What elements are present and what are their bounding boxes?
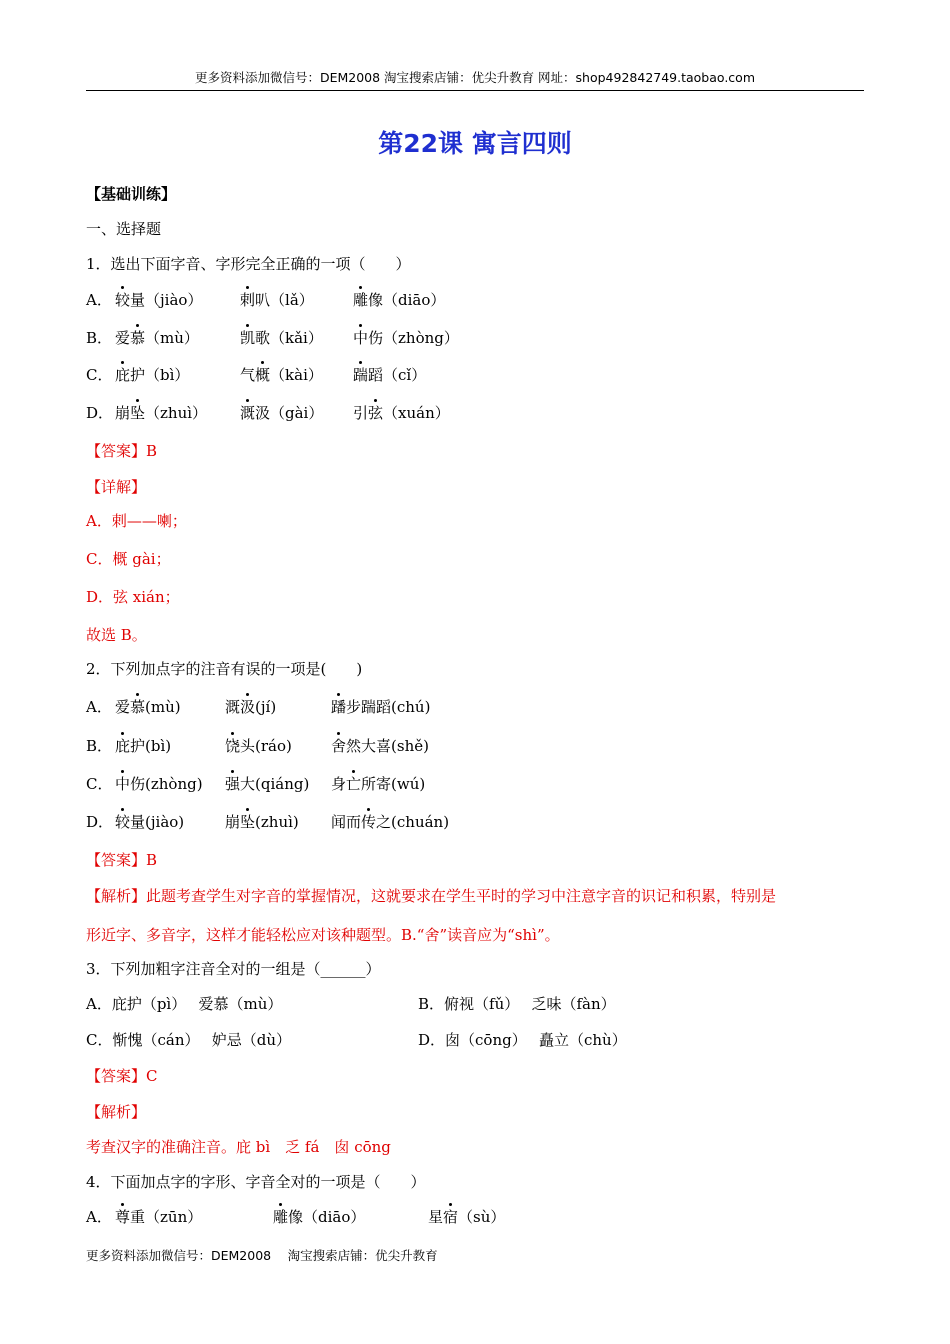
option-label: B． [86,737,113,755]
option-term: 尊重（zūn） [115,1208,203,1226]
emphasis-dot-char: 概 [255,366,271,384]
question-2-option-d [86,811,686,833]
question-3-analysis-label: 【解析】 [86,1103,147,1121]
question-1-option-a [86,289,686,311]
page-title: 第22课 寓言四则 [378,129,572,158]
emphasis-dot-char: 尊 [115,1208,131,1226]
option-label: D． [86,404,114,422]
emphasis-dot-char: 雕 [273,1208,289,1226]
emphasis-dot-char: 饶 [225,737,241,755]
emphasis-dot-char: 强 [225,775,241,793]
option-label: A． [86,1208,112,1226]
option-term: 气概（kài） [240,366,323,384]
question-1-conclusion: 故选 B。 [86,626,147,644]
question-4-stem: 4．下面加点字的字形、字音全对的一项是（ ） [86,1173,426,1191]
emphasis-dot-char: 汲 [240,698,256,716]
option-term: 崩坠（zhuì） [115,404,208,422]
option-term: 剌叭（lǎ） [240,291,314,309]
emphasis-dot-char: 坠 [130,404,146,422]
question-1-option-c [86,364,686,386]
option-term: 饶头(ráo) [225,737,292,755]
question-1-option-b [86,327,686,349]
emphasis-dot-char: 中 [115,775,131,793]
emphasis-dot-char: 踹 [353,366,369,384]
question-3-option-a: A．庇护（pì） 爱慕（mù） [86,995,283,1013]
option-term: 中伤（zhòng） [353,329,459,347]
option-term: 踹蹈（cǐ） [353,366,427,384]
question-1-detail-c: C．概 gài； [86,550,171,568]
option-term: 强大(qiáng) [225,775,310,793]
option-term: 雕像（diāo） [273,1208,366,1226]
option-term: 中伤(zhòng) [115,775,203,793]
question-1-stem: 1．选出下面字音、字形完全正确的一项（ ） [86,255,411,273]
question-2-option-b [86,735,686,757]
option-term: 引弦（xuán） [353,404,450,422]
option-label: C． [86,366,113,384]
emphasis-dot-char: 雕 [353,291,369,309]
emphasis-dot-char: 舍 [331,737,347,755]
option-label: A． [86,698,112,716]
option-label: D． [86,813,114,831]
option-term: 爱慕(mù) [115,698,181,716]
emphasis-dot-char: 弦 [368,404,384,422]
option-label: B． [86,329,113,347]
question-3-option-b: B．俯视（fǔ） 乏味（fàn） [418,995,616,1013]
question-1-detail-d: D．弦 xián； [86,588,180,606]
question-1-answer: 【答案】B [86,442,158,460]
option-term: 庇护(bì) [115,737,172,755]
part-heading: 一、选择题 [86,220,162,238]
question-4-option-a [86,1206,686,1228]
emphasis-dot-char: 较 [115,291,131,309]
question-2-analysis-line-2: 形近字、多音字，这样才能轻松应对该种题型。B.“舍”读音应为“shì”。 [86,926,560,944]
option-term: 身亡所寄(wú) [331,775,426,793]
emphasis-dot-char: 庇 [115,737,131,755]
emphasis-dot-char: 传 [361,813,377,831]
emphasis-dot-char: 亡 [346,775,362,793]
emphasis-dot-char: 剌 [240,291,256,309]
question-2-option-c [86,773,686,795]
question-3-stem: 3．下列加粗字注音全对的一组是（______） [86,960,381,978]
emphasis-dot-char: 溉 [240,404,256,422]
option-term: 较量(jiào) [115,813,185,831]
emphasis-dot-char: 中 [353,329,369,347]
emphasis-dot-char: 蹯 [331,698,347,716]
option-term: 溉汲(jí) [225,698,277,716]
question-2-answer: 【答案】B [86,851,158,869]
emphasis-dot-char: 庇 [115,366,131,384]
question-2-option-a [86,696,686,718]
option-term: 闻而传之(chuán) [331,813,450,831]
option-term: 崩坠(zhuì) [225,813,299,831]
question-2-stem: 2．下列加点字的注音有误的一项是( ) [86,660,363,678]
option-term: 庇护（bì） [115,366,190,384]
option-term: 溉汲（gài） [240,404,324,422]
emphasis-dot-char: 坠 [240,813,256,831]
question-1-detail-a: A．剌——喇； [86,512,187,530]
option-term: 舍然大喜(shě) [331,737,429,755]
emphasis-dot-char: 宿 [443,1208,459,1226]
emphasis-dot-char: 慕 [130,698,146,716]
option-label: A． [86,291,112,309]
question-1-option-d [86,402,686,424]
emphasis-dot-char: 凯 [240,329,256,347]
section-heading: 【基础训练】 [86,185,177,203]
page-header: 更多资料添加微信号：DEM2008 淘宝搜索店铺：优尖升教育 网址：shop492842749.taobao.com [86,68,864,91]
question-2-analysis-line-1: 【解析】此题考查学生对字音的掌握情况，这就要求在学生平时的学习中注意字音的识记和积累，特别是 [86,887,777,905]
option-term: 蹯步踹蹈(chú) [331,698,431,716]
option-term: 星宿（sù） [428,1208,506,1226]
question-3-analysis: 考查汉字的准确注音。庇 bì 乏 fá 囱 cōng [86,1138,391,1156]
option-term: 雕像（diāo） [353,291,446,309]
question-1-detail-label: 【详解】 [86,478,147,496]
option-term: 爱慕（mù） [115,329,199,347]
emphasis-dot-char: 较 [115,813,131,831]
option-term: 较量（jiào） [115,291,203,309]
option-label: C． [86,775,113,793]
emphasis-dot-char: 慕 [130,329,146,347]
question-3-option-c: C．惭愧（cán） 妒忌（dù） [86,1031,292,1049]
question-3-answer: 【答案】C [86,1067,158,1085]
page-footer: 更多资料添加微信号：DEM2008 淘宝搜索店铺：优尖升教育 [86,1248,438,1263]
question-3-option-d: D．囱（cōng） 矗立（chù） [418,1031,627,1049]
option-term: 凯歌（kǎi） [240,329,323,347]
